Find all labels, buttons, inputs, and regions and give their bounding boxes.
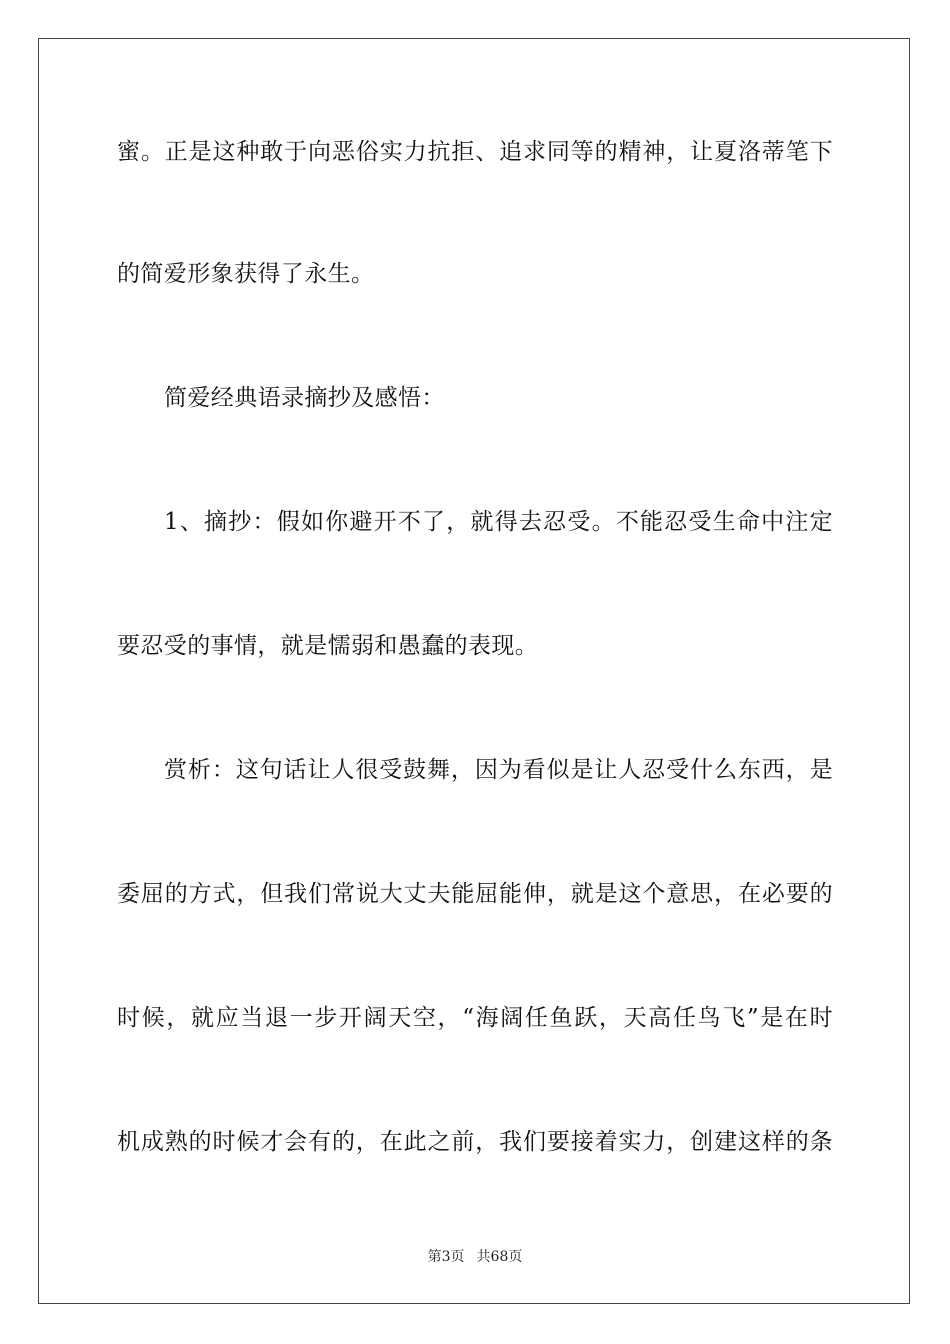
page-number: 第3页	[427, 1249, 465, 1265]
page-total: 共68页	[476, 1249, 523, 1265]
text-line-4: 1、摘抄：假如你避开不了，就得去忍受。不能忍受生命中注定	[164, 509, 833, 535]
text-line-8: 时候，就应当退一步开阔天空，“海阔任鱼跃，天高任鸟飞”是在时	[117, 1005, 833, 1031]
page-border	[38, 38, 910, 1304]
text-line-2: 的简爱形象获得了永生。	[117, 261, 375, 287]
text-line-1: 蜜。正是这种敢于向恶俗实力抗拒、追求同等的精神，让夏洛蒂笔下	[117, 139, 833, 165]
text-line-6: 赏析：这句话让人很受鼓舞，因为看似是让人忍受什么东西，是	[164, 757, 833, 783]
section-heading: 简爱经典语录摘抄及感悟：	[164, 385, 445, 411]
text-line-7: 委屈的方式，但我们常说大丈夫能屈能伸，就是这个意思，在必要的	[117, 881, 833, 907]
text-line-5: 要忍受的事情，就是懦弱和愚蠢的表现。	[117, 633, 539, 659]
page-footer	[0, 1248, 950, 1266]
text-line-9: 机成熟的时候才会有的，在此之前，我们要接着实力，创建这样的条	[117, 1129, 833, 1155]
